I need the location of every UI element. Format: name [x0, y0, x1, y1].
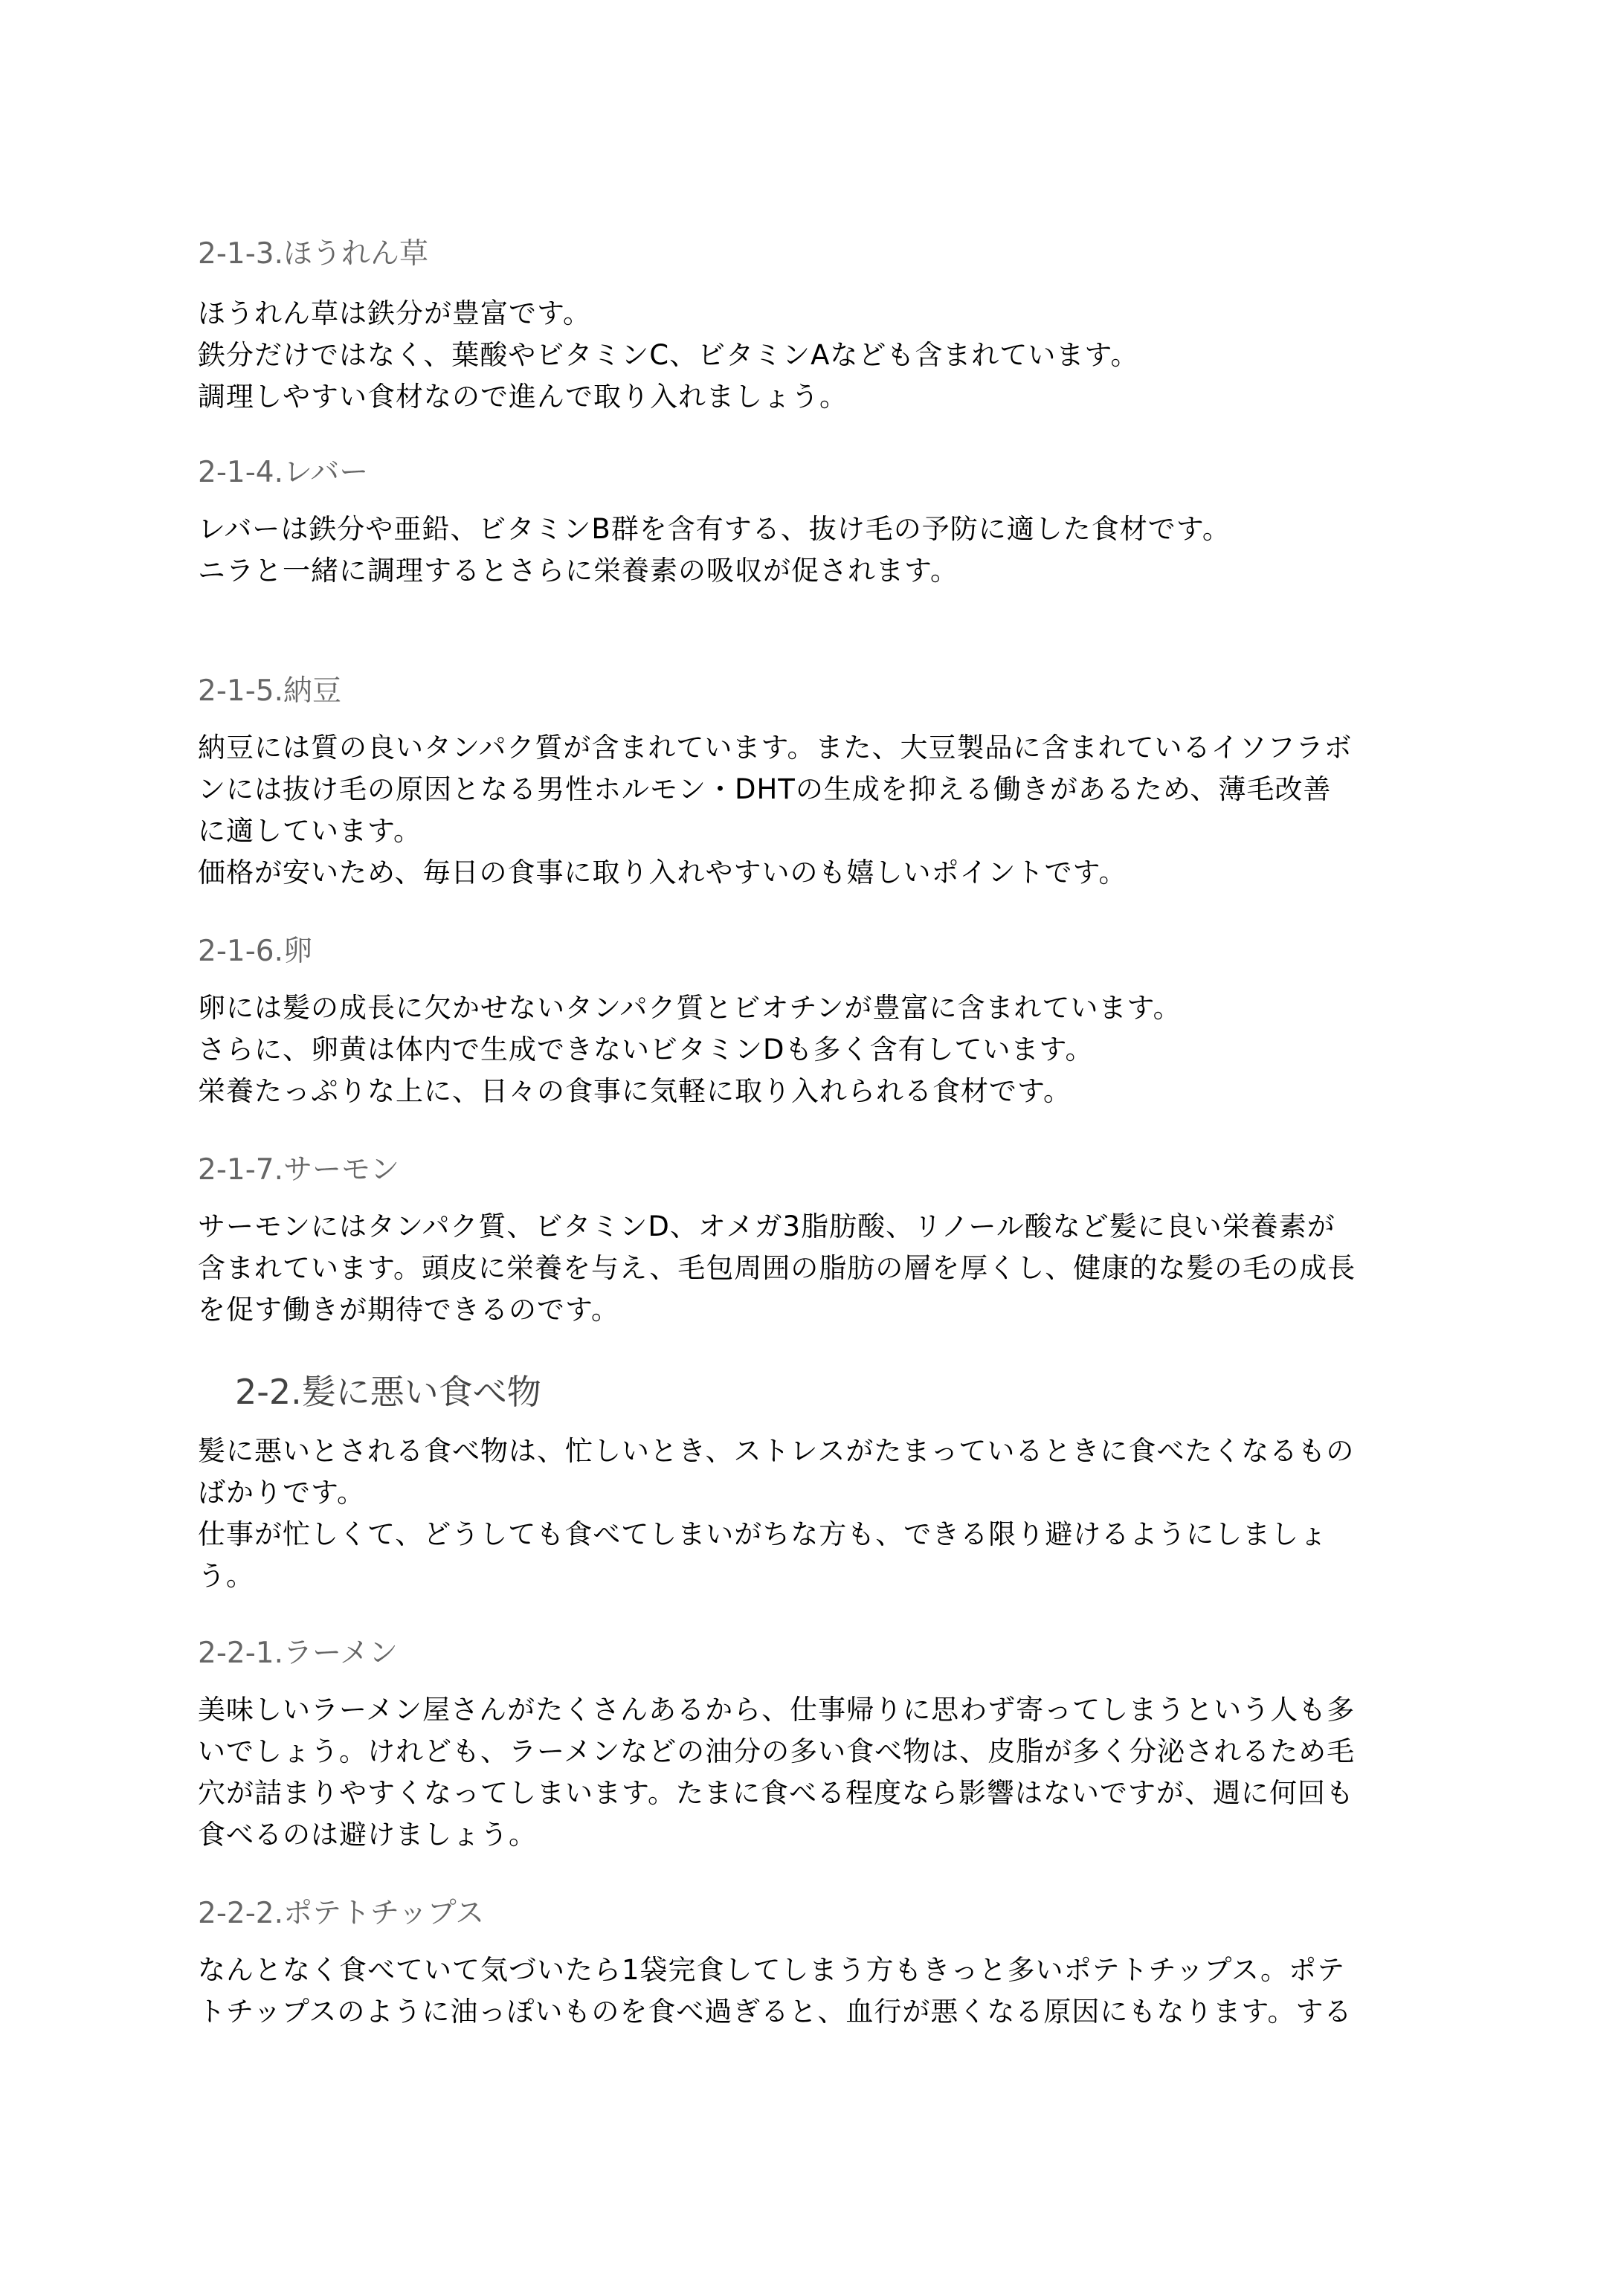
- paragraph-line: を促す働きが期待できるのです。: [198, 1294, 620, 1326]
- paragraph-line: サーモンにはタンパク質、ビタミンD、オメガ3脂肪酸、リノール酸など髪に良い栄養素が: [198, 1210, 1335, 1242]
- paragraph-line: レバーは鉄分や亜鉛、ビタミンB群を含有する、抜け毛の予防に適した食材です。: [198, 513, 1231, 545]
- paragraph-line: に適しています。: [198, 815, 422, 847]
- paragraph-line: さらに、卵黄は体内で生成できないビタミンDも多く含有しています。: [198, 1033, 1094, 1065]
- paragraph-line: 鉄分だけではなく、葉酸やビタミンC、ビタミンAなども含まれています。: [198, 339, 1139, 371]
- paragraph-line: ンには抜け毛の原因となる男性ホルモン・DHTの生成を抑える働きがあるため、薄毛改善: [198, 773, 1332, 805]
- paragraph-line: 食べるのは避けましょう。: [198, 1819, 537, 1851]
- section-heading: 2-1-4.レバー: [198, 456, 369, 489]
- paragraph-line: 穴が詰まりやすくなってしまいます。たまに食べる程度なら影響はないですが、週に何回も: [198, 1777, 1355, 1809]
- section-heading: 2-2-2.ポテトチップス: [198, 1897, 485, 1930]
- paragraph-line: 髪に悪いとされる食べ物は、忙しいとき、ストレスがたまっているときに食べたくなるもの: [198, 1435, 1355, 1467]
- section-paragraph: [198, 727, 1454, 894]
- paragraph-line: 納豆には質の良いタンパク質が含まれています。また、大豆製品に含まれているイソフラボ: [198, 732, 1353, 764]
- section-paragraph: [198, 1950, 1454, 2033]
- section-paragraph: [198, 1431, 1454, 1597]
- section-heading: 2-1-5.納豆: [198, 674, 341, 708]
- paragraph-line: 美味しいラーメン屋さんがたくさんあるから、仕事帰りに思わず寄ってしまうという人も多: [198, 1694, 1356, 1726]
- paragraph-line: なんとなく食べていて気づいたら1袋完食してしまう方もきっと多いポテトチップス。ポテ: [198, 1954, 1346, 1986]
- section-heading: 2-1-3.ほうれん草: [198, 237, 428, 271]
- section-paragraph: [198, 1206, 1454, 1331]
- section-paragraph: [198, 509, 1454, 592]
- paragraph-line: 価格が安いため、毎日の食事に取り入れやすいのも嬉しいポイントです。: [198, 857, 1127, 889]
- section-paragraph: [198, 1689, 1454, 1856]
- paragraph-line: 卵には髪の成長に欠かせないタンパク質とビオチンが豊富に含まれています。: [198, 992, 1182, 1024]
- section-paragraph: [198, 987, 1454, 1112]
- section-heading: 2-1-7.サーモン: [198, 1153, 399, 1187]
- paragraph-line: トチップスのように油っぽいものを食べ過ぎると、血行が悪くなる原因にもなります。する: [198, 1996, 1353, 2028]
- paragraph-line: 含まれています。頭皮に栄養を与え、毛包周囲の脂肪の層を厚くし、健康的な髪の毛の成長: [198, 1252, 1356, 1284]
- paragraph-line: いでしょう。けれども、ラーメンなどの油分の多い食べ物は、皮脂が多く分泌されるため毛: [198, 1735, 1356, 1767]
- paragraph-line: ニラと一緒に調理するとさらに栄養素の吸収が促されます。: [198, 555, 959, 587]
- paragraph-line: 仕事が忙しくて、どうしても食べてしまいがちな方も、できる限り避けるようにしましょ: [198, 1518, 1328, 1550]
- paragraph-line: ばかりです。: [198, 1477, 366, 1509]
- section-heading: 2-2-1.ラーメン: [198, 1636, 399, 1670]
- paragraph-line: う。: [198, 1560, 254, 1592]
- paragraph-line: 栄養たっぷりな上に、日々の食事に気軽に取り入れられる食材です。: [198, 1075, 1072, 1107]
- section-heading-large: 2-2.髪に悪い食べ物: [235, 1372, 541, 1412]
- paragraph-line: ほうれん草は鉄分が豊富です。: [198, 297, 592, 329]
- section-heading: 2-1-6.卵: [198, 935, 312, 968]
- paragraph-line: 調理しやすい食材なので進んで取り入れましょう。: [198, 381, 848, 413]
- section-paragraph: [198, 293, 1454, 418]
